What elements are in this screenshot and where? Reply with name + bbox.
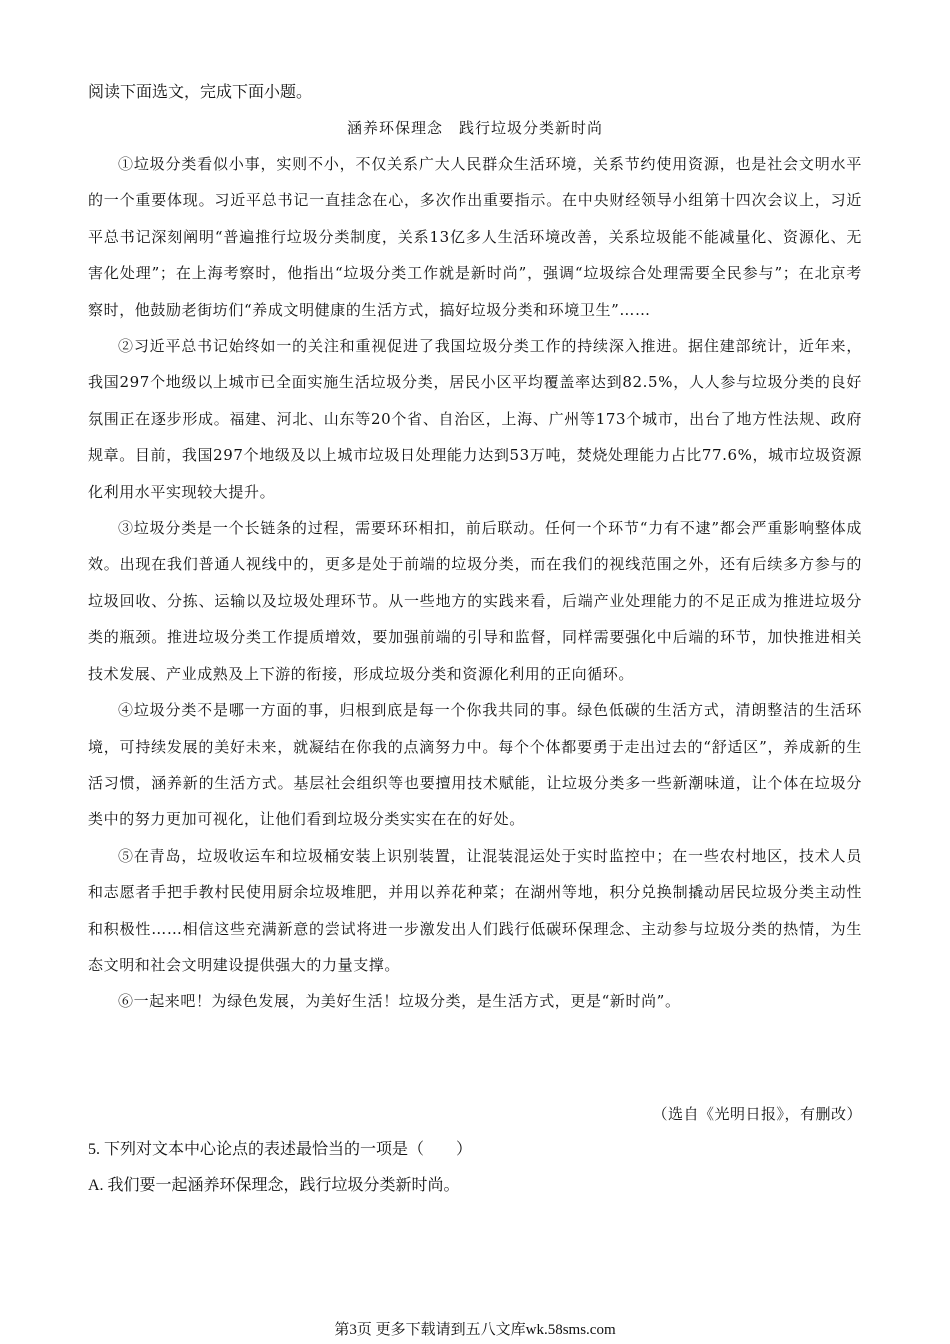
- paragraph-3: ③垃圾分类是一个长链条的过程，需要环环相扣，前后联动。任何一个环节“力有不逮”都会严重影响整体成效。出现在我们普通人视线中的，更多是处于前端的垃圾分类，而在我们的视线范围之外，还有后续多方参与的垃圾回收、分拣、运输以及垃圾处理环节。从一些地方的实践来看，后端产业处理能力的不足正成为推进垃圾分类的瓶颈。推进垃圾分类工作提质增效，要加强前端的引导和监督，同样需要强化中后端的环节，加快推进相关技术发展、产业成熟及上下游的衔接，形成垃圾分类和资源化利用的正向循环。: [88, 519, 862, 683]
- article-source: （选自《光明日报》，有删改）: [652, 1105, 862, 1123]
- question-5: 5. 下列对文本中心论点的表述最恰当的一项是（ ）: [88, 1141, 473, 1158]
- article-body: [88, 146, 862, 1020]
- paragraph-4: ④垃圾分类不是哪一方面的事，归根到底是每一个你我共同的事。绿色低碳的生活方式，清朗整洁的生活环境，可持续发展的美好未来，就凝结在你我的点滴努力中。每个个体都要勇于走出过去的“舒适区”，养成新的生活习惯，涵养新的生活方式。基层社会组织等也要擅用技术赋能，让垃圾分类多一些新潮味道，让个体在垃圾分类中的努力更加可视化，让他们看到垃圾分类实实在在的好处。: [88, 701, 862, 829]
- article-title: 涵养环保理念 践行垃圾分类新时尚: [346, 119, 603, 137]
- paragraph-1: ①垃圾分类看似小事，实则不小，不仅关系广大人民群众生活环境，关系节约使用资源，也是社会文明水平的一个重要体现。习近平总书记一直挂念在心，多次作出重要指示。在中央财经领导小组第十四次会议上，习近平总书记深刻阐明“普遍推行垃圾分类制度，关系13亿多人生活环境改善，关系垃圾能不能减量化、资源化、无害化处理”；在上海考察时，他指出“垃圾分类工作就是新时尚”，强调“垃圾综合处理需要全民参与”；在北京考察时，他鼓励老街坊们“养成文明健康的生活方式，搞好垃圾分类和环境卫生”……: [88, 155, 862, 319]
- paragraph-2: ②习近平总书记始终如一的关注和重视促进了我国垃圾分类工作的持续深入推进。据住建部统计，近年来，我国297个地级以上城市已全面实施生活垃圾分类，居民小区平均覆盖率达到82.5%，人人参与垃圾分类的良好氛围正在逐步形成。福建、河北、山东等20个省、自治区，上海、广州等173个城市，出台了地方性法规、政府规章。目前，我国297个地级及以上城市垃圾日处理能力达到53万吨，焚烧处理能力占比77.6%，城市垃圾资源化利用水平实现较大提升。: [88, 337, 862, 501]
- paragraph-5: ⑤在青岛，垃圾收运车和垃圾桶安装上识别装置，让混装混运处于实时监控中；在一些农村地区，技术人员和志愿者手把手教村民使用厨余垃圾堆肥，并用以养花种菜；在湖州等地，积分兑换制撬动居民垃圾分类主动性和积极性……相信这些充满新意的尝试将进一步激发出人们践行低碳环保理念、主动参与垃圾分类的热情，为生态文明和社会文明建设提供强大的力量支撑。: [88, 846, 862, 974]
- page-footer: 第3页 更多下载请到五八文库wk.58sms.com: [334, 1322, 616, 1338]
- paragraph-6: ⑥一起来吧！为绿色发展，为美好生活！垃圾分类，是生活方式，更是“新时尚”。: [118, 992, 681, 1011]
- reading-instruction: 阅读下面选文，完成下面小题。: [88, 82, 313, 101]
- option-a: A. 我们要一起涵养环保理念，践行垃圾分类新时尚。: [88, 1177, 460, 1194]
